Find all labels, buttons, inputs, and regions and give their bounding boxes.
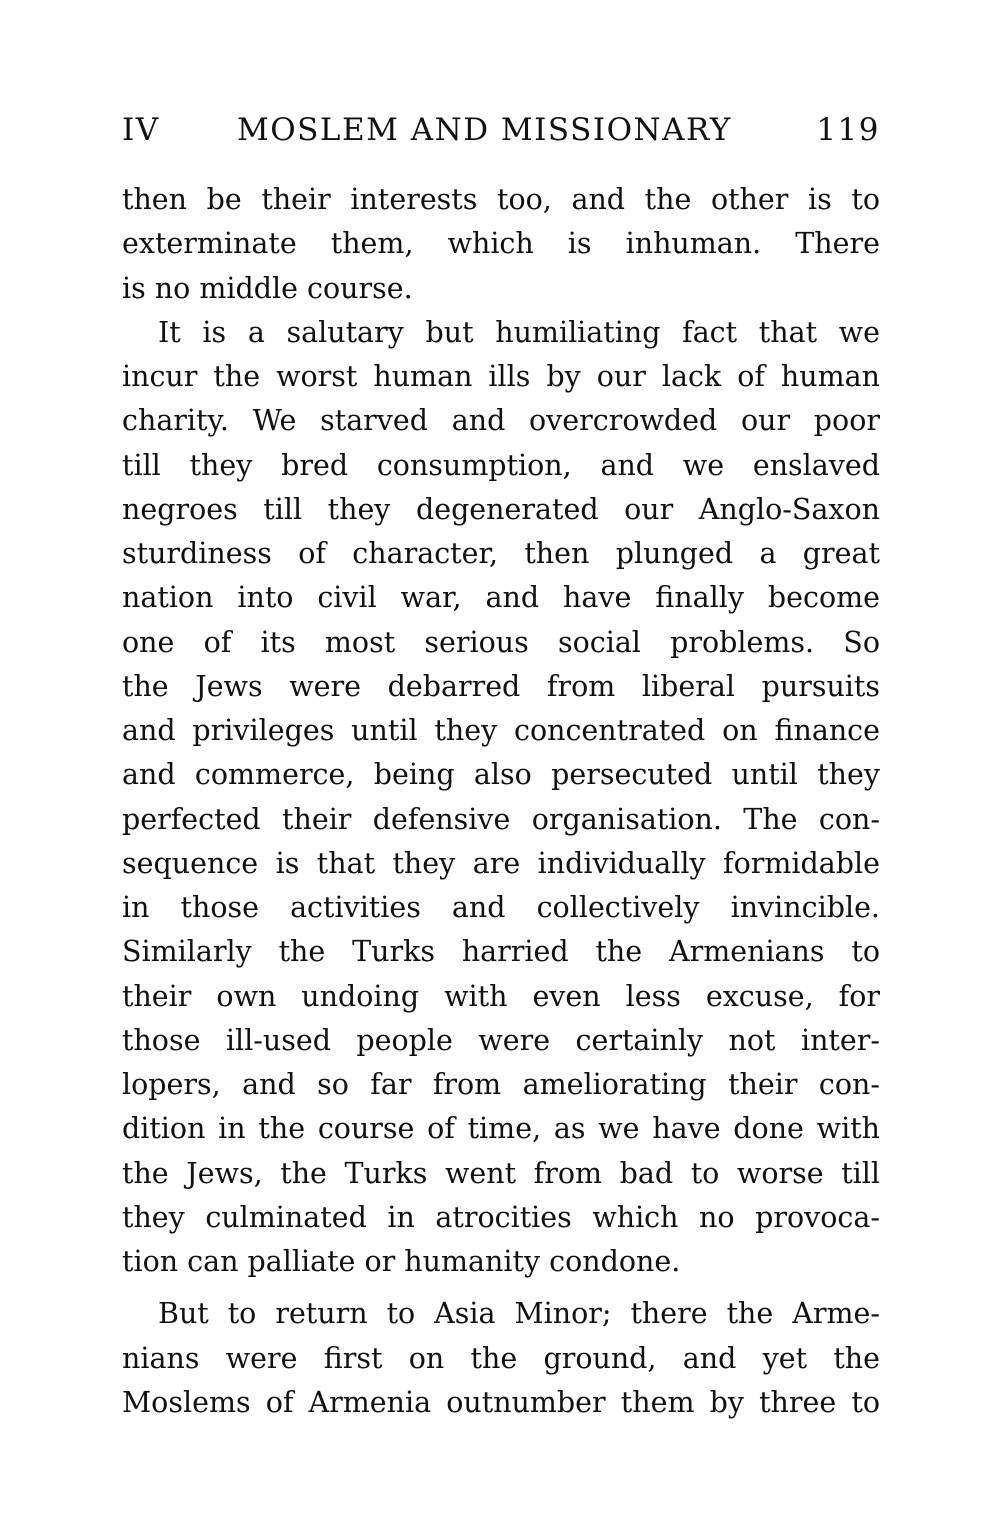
text-line: and privileges until they concentrated on finance — [122, 714, 880, 747]
paragraph — [122, 1292, 880, 1425]
text-line: their own undoing with even less excuse, for — [122, 979, 880, 1013]
text-line: perfected their defensive organisation. The con- — [122, 802, 880, 836]
text-line: one of its most serious social problems. So — [122, 625, 880, 659]
text-line: incur the worst human ills by our lack of human — [122, 360, 880, 393]
running-title: MOSLEM AND MISSIONARY — [237, 112, 732, 148]
text-line: till they bred consumption, and we enslaved — [122, 448, 880, 482]
text-line: in those activities and collectively invincible. — [122, 891, 880, 924]
text-line: those ill-used people were certainly not inter- — [122, 1023, 880, 1057]
text-line: nation into civil war, and have finally become — [122, 581, 880, 615]
text-line: sturdiness of character, then plunged a great — [122, 537, 880, 570]
text-line: they culminated in atrocities which no provoca- — [122, 1200, 880, 1234]
text-line: then be their interests too, and the other is to — [122, 183, 880, 216]
text-line: the Jews, the Turks went from bad to worse till — [122, 1156, 880, 1190]
text-line: the Jews were debarred from liberal pursuits — [122, 669, 880, 703]
text-line: exterminate them, which is inhuman. There — [122, 227, 880, 261]
text-line: Similarly the Turks harried the Armenians to — [122, 935, 880, 969]
text-line: It is a salutary but humiliating fact that we — [158, 315, 880, 349]
paragraph — [122, 311, 880, 1285]
text-line: Moslems of Armenia outnumber them by three to — [122, 1385, 880, 1419]
text-line: is no middle course. — [122, 271, 413, 305]
text-line: lopers, and so far from ameliorating their con- — [122, 1068, 880, 1101]
text-line: But to return to Asia Minor; there the Arme- — [158, 1297, 880, 1331]
chapter-number: IV — [122, 112, 160, 148]
text-line: negroes till they degenerated our Anglo-Saxon — [122, 492, 880, 526]
text-line: sequence is that they are individually formidable — [122, 846, 880, 880]
text-line: and commerce, being also persecuted until they — [122, 758, 880, 792]
paragraph-spacer — [122, 1284, 880, 1292]
text-line: tion can palliate or humanity condone. — [122, 1245, 681, 1278]
paragraph — [122, 178, 880, 311]
page-number: 119 — [816, 112, 880, 148]
running-head — [122, 112, 880, 156]
text-line: nians were first on the ground, and yet the — [122, 1341, 880, 1375]
text-line: charity. We starved and overcrowded our poor — [122, 404, 880, 438]
text-line: dition in the course of time, as we have done with — [122, 1112, 880, 1146]
body-text — [122, 178, 880, 1425]
